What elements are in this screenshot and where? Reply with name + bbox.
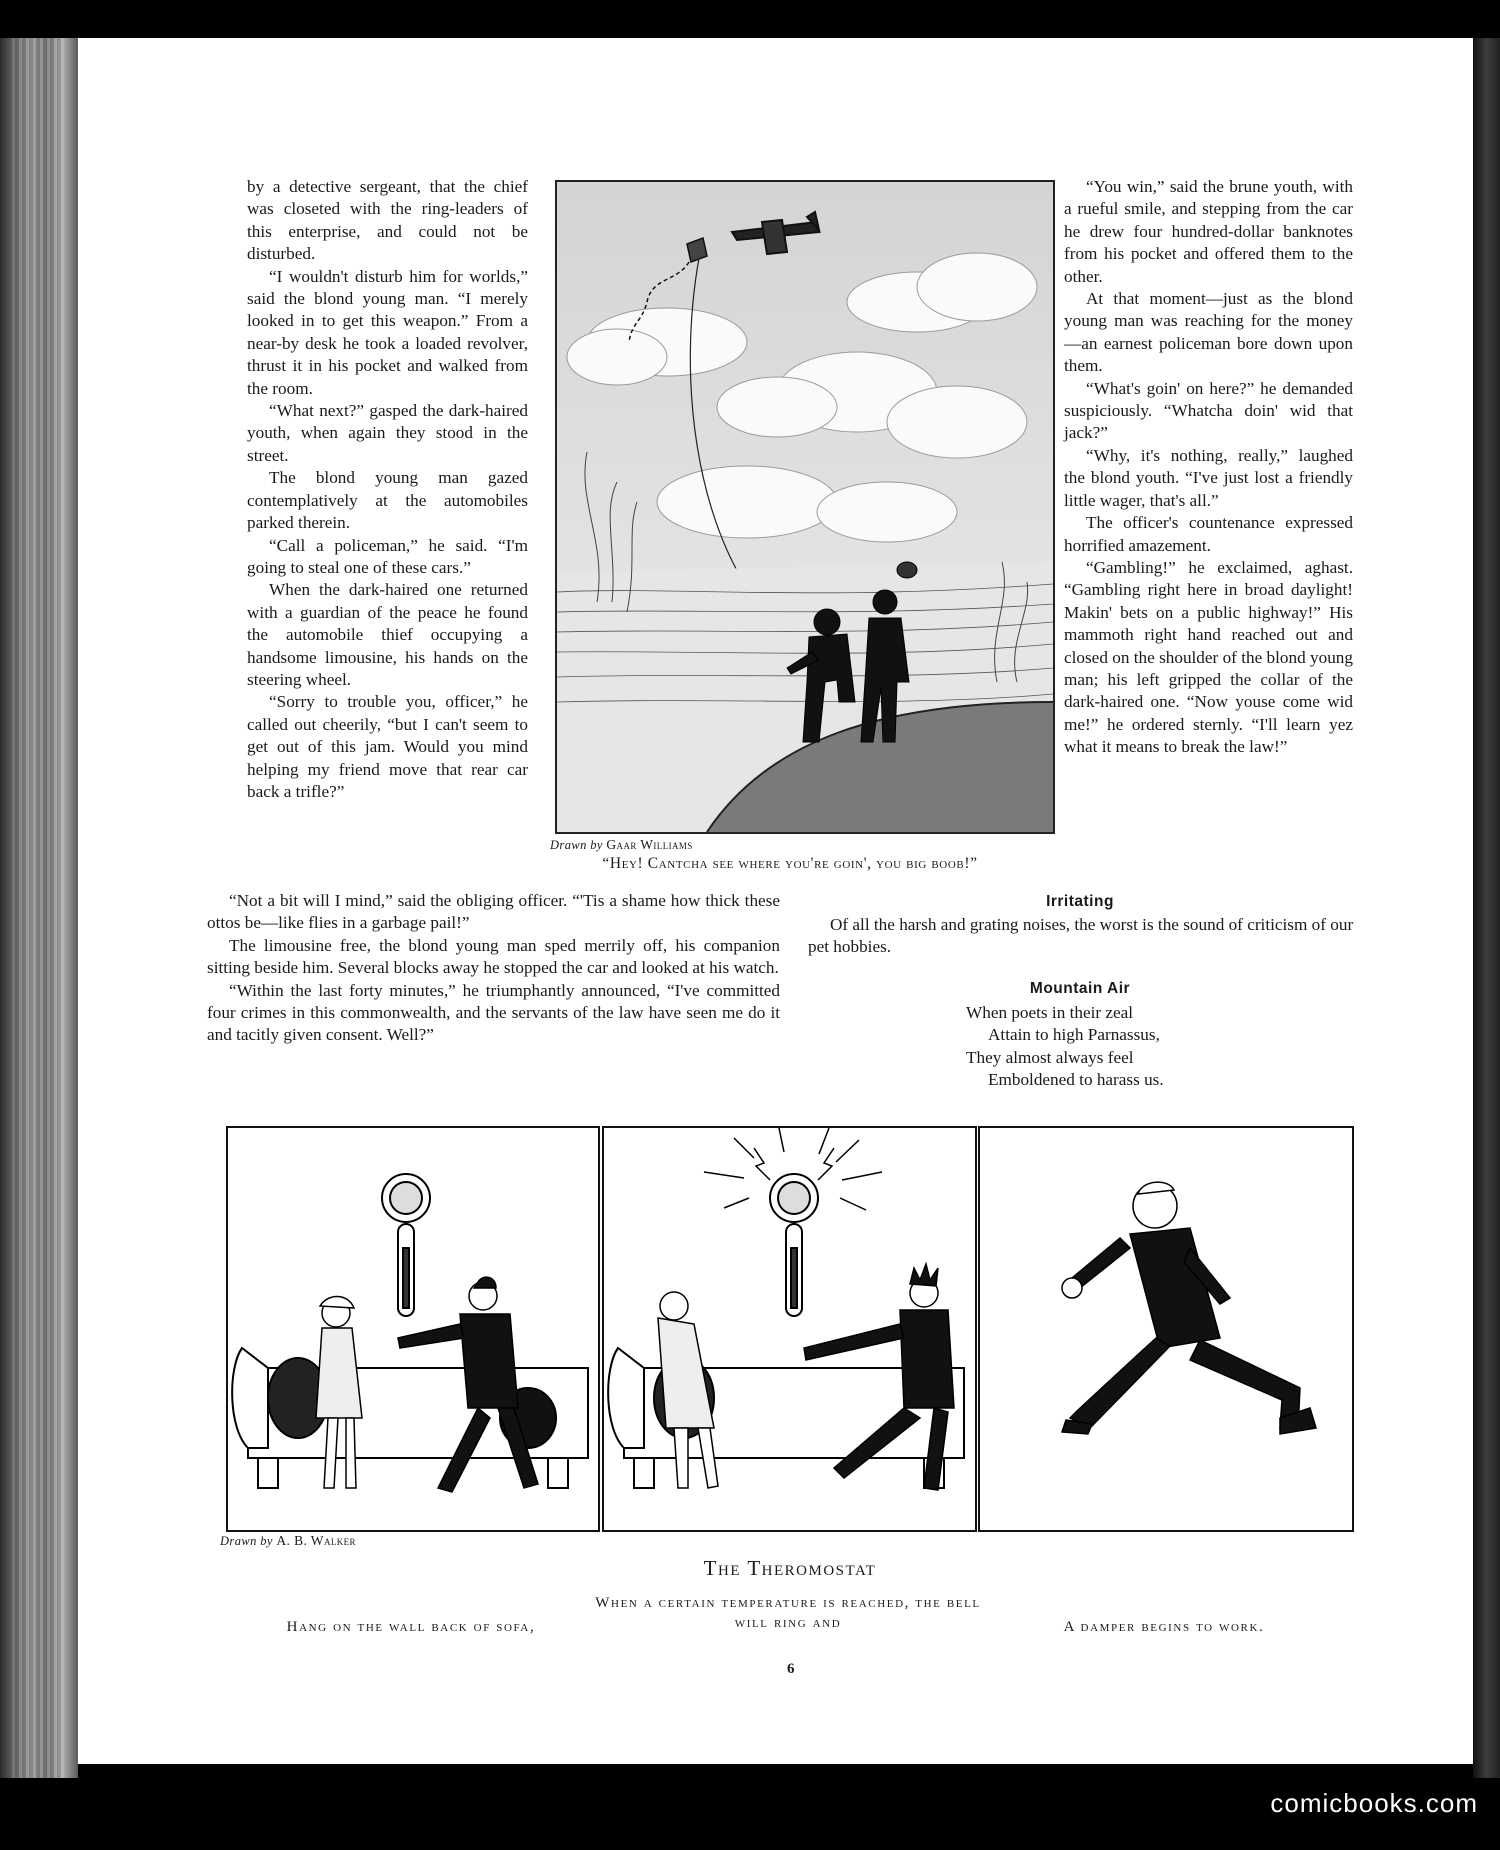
- right-text-column: [1064, 176, 1353, 759]
- thermostat-icon: [382, 1174, 430, 1316]
- comic-panel-2: [602, 1126, 977, 1532]
- thermostat-icon: [770, 1174, 818, 1316]
- paragraph: The blond young man gazed contemplatively at the automobiles parked therein.: [247, 468, 528, 533]
- paragraph: “Call a policeman,” he said. “I'm going to steal one of these cars.”: [247, 535, 528, 577]
- paragraph: “What next?” gasped the dark-haired youth, when again they stood in the street.: [247, 401, 528, 465]
- paragraph: “Within the last forty minutes,” he triumphantly announced, “I've committed four crimes in this commonwealth, and the servants of the law have seen me do it and tacitly given consent. Well?”: [207, 980, 780, 1045]
- poem-line: Attain to high Parnassus,: [988, 1025, 1160, 1045]
- paragraph: by a detective sergeant, that the chief was closeted with the ring-leaders of this enterprise, and could not be disturbed.: [247, 177, 528, 264]
- paragraph: “Sorry to trouble you, officer,” he called out cheerily, “but I can't seem to get out of this jam. Would you mind helping my friend move that rear car back a trifle?”: [247, 692, 528, 801]
- credit-artist: Gaar Williams: [606, 837, 693, 852]
- credit-prefix: Drawn by: [220, 1534, 273, 1548]
- comic-caption-1: Hang on the wall back of sofa,: [286, 1619, 536, 1635]
- left-text-column: [247, 176, 528, 803]
- comic-panel-3: [978, 1126, 1354, 1532]
- credit-prefix: Drawn by: [550, 838, 603, 852]
- woman-figure: [316, 1296, 362, 1488]
- kite-illustration: [555, 180, 1055, 834]
- running-man-figure: [1062, 1182, 1316, 1434]
- comic-caption-2: When a certain temperature is reached, the bell will ring and: [595, 1595, 981, 1631]
- poem-line: When poets in their zeal: [966, 1003, 1134, 1022]
- comic-caption-3: A damper begins to work.: [1063, 1619, 1265, 1635]
- panel-3-drawing: [980, 1128, 1352, 1530]
- paragraph: “What's goin' on here?” he demanded suspiciously. “Whatcha doin' wid that jack?”: [1064, 378, 1353, 443]
- irritating-heading: Irritating: [1046, 893, 1114, 910]
- site-watermark: comicbooks.com: [1270, 1788, 1478, 1818]
- illustration-credit: [550, 837, 693, 853]
- page-edge: [1473, 38, 1500, 1778]
- paragraph: “Why, it's nothing, really,” laughed the blond youth. “I've just lost a friendly little wager, that's all.”: [1064, 445, 1353, 510]
- paragraph: When the dark-haired one returned with a guardian of the peace he found the automobile thief occupying a handsome limousine, his hands on the steering wheel.: [247, 580, 528, 689]
- irritating-text: Of all the harsh and grating noises, the worst is the sound of criticism of our pet hobbies.: [808, 915, 1354, 957]
- paragraph: The officer's countenance expressed horrified amazement.: [1064, 513, 1353, 555]
- binding-texture: [12, 38, 64, 1778]
- mountain-air-poem: [966, 1002, 1236, 1092]
- illustration-caption: “Hey! Cantcha see where you're goin', you big boob!”: [602, 855, 978, 872]
- paragraph: At that moment—just as the blond young man was reaching for the money—an earnest policeman bore down upon them.: [1064, 289, 1353, 376]
- lower-left-text-column: [207, 890, 780, 1047]
- comic-title: The Theromostat: [703, 1556, 877, 1580]
- panel-2-drawing: [604, 1128, 975, 1530]
- poem-line: Emboldened to harass us.: [988, 1070, 1164, 1090]
- sofa-icon: [232, 1348, 588, 1488]
- credit-artist: A. B. Walker: [276, 1533, 356, 1548]
- page-number: 6: [787, 1661, 795, 1677]
- kite-drawing: [557, 182, 1053, 832]
- paragraph: “You win,” said the brune youth, with a rueful smile, and stepping from the car he drew four hundred-dollar banknotes from his pocket and offered them to the other.: [1064, 177, 1353, 286]
- paragraph: “Not a bit will I mind,” said the obliging officer. “'Tis a shame how thick these ottos be—like flies in a garbage pail!”: [207, 891, 780, 933]
- panel-1-drawing: [228, 1128, 598, 1530]
- mountain-air-heading: Mountain Air: [1029, 980, 1131, 997]
- paragraph: The limousine free, the blond young man sped merrily off, his companion sitting beside him. Several blocks away he stopped the car and looked at his watch.: [207, 935, 780, 978]
- comic-credit: [220, 1533, 356, 1549]
- poem-line: They almost always feel: [966, 1047, 1134, 1067]
- comic-panel-1: [226, 1126, 600, 1532]
- paragraph: “Gambling!” he exclaimed, aghast. “Gambling right here in broad daylight! Makin' bets on a public highway!” His mammoth right hand reached out and closed on the shoulder of the blond young man; his left gripped the collar of the dark-haired one. “Now youse come wid me!” he ordered sternly. “I'll learn yez what it means to break the law!”: [1064, 557, 1353, 757]
- paragraph: “I wouldn't disturb him for worlds,” said the blond young man. “I merely looked in to get this weapon.” From a near-by desk he took a loaded revolver, thrust it in his pocket and walked from the room.: [247, 266, 528, 398]
